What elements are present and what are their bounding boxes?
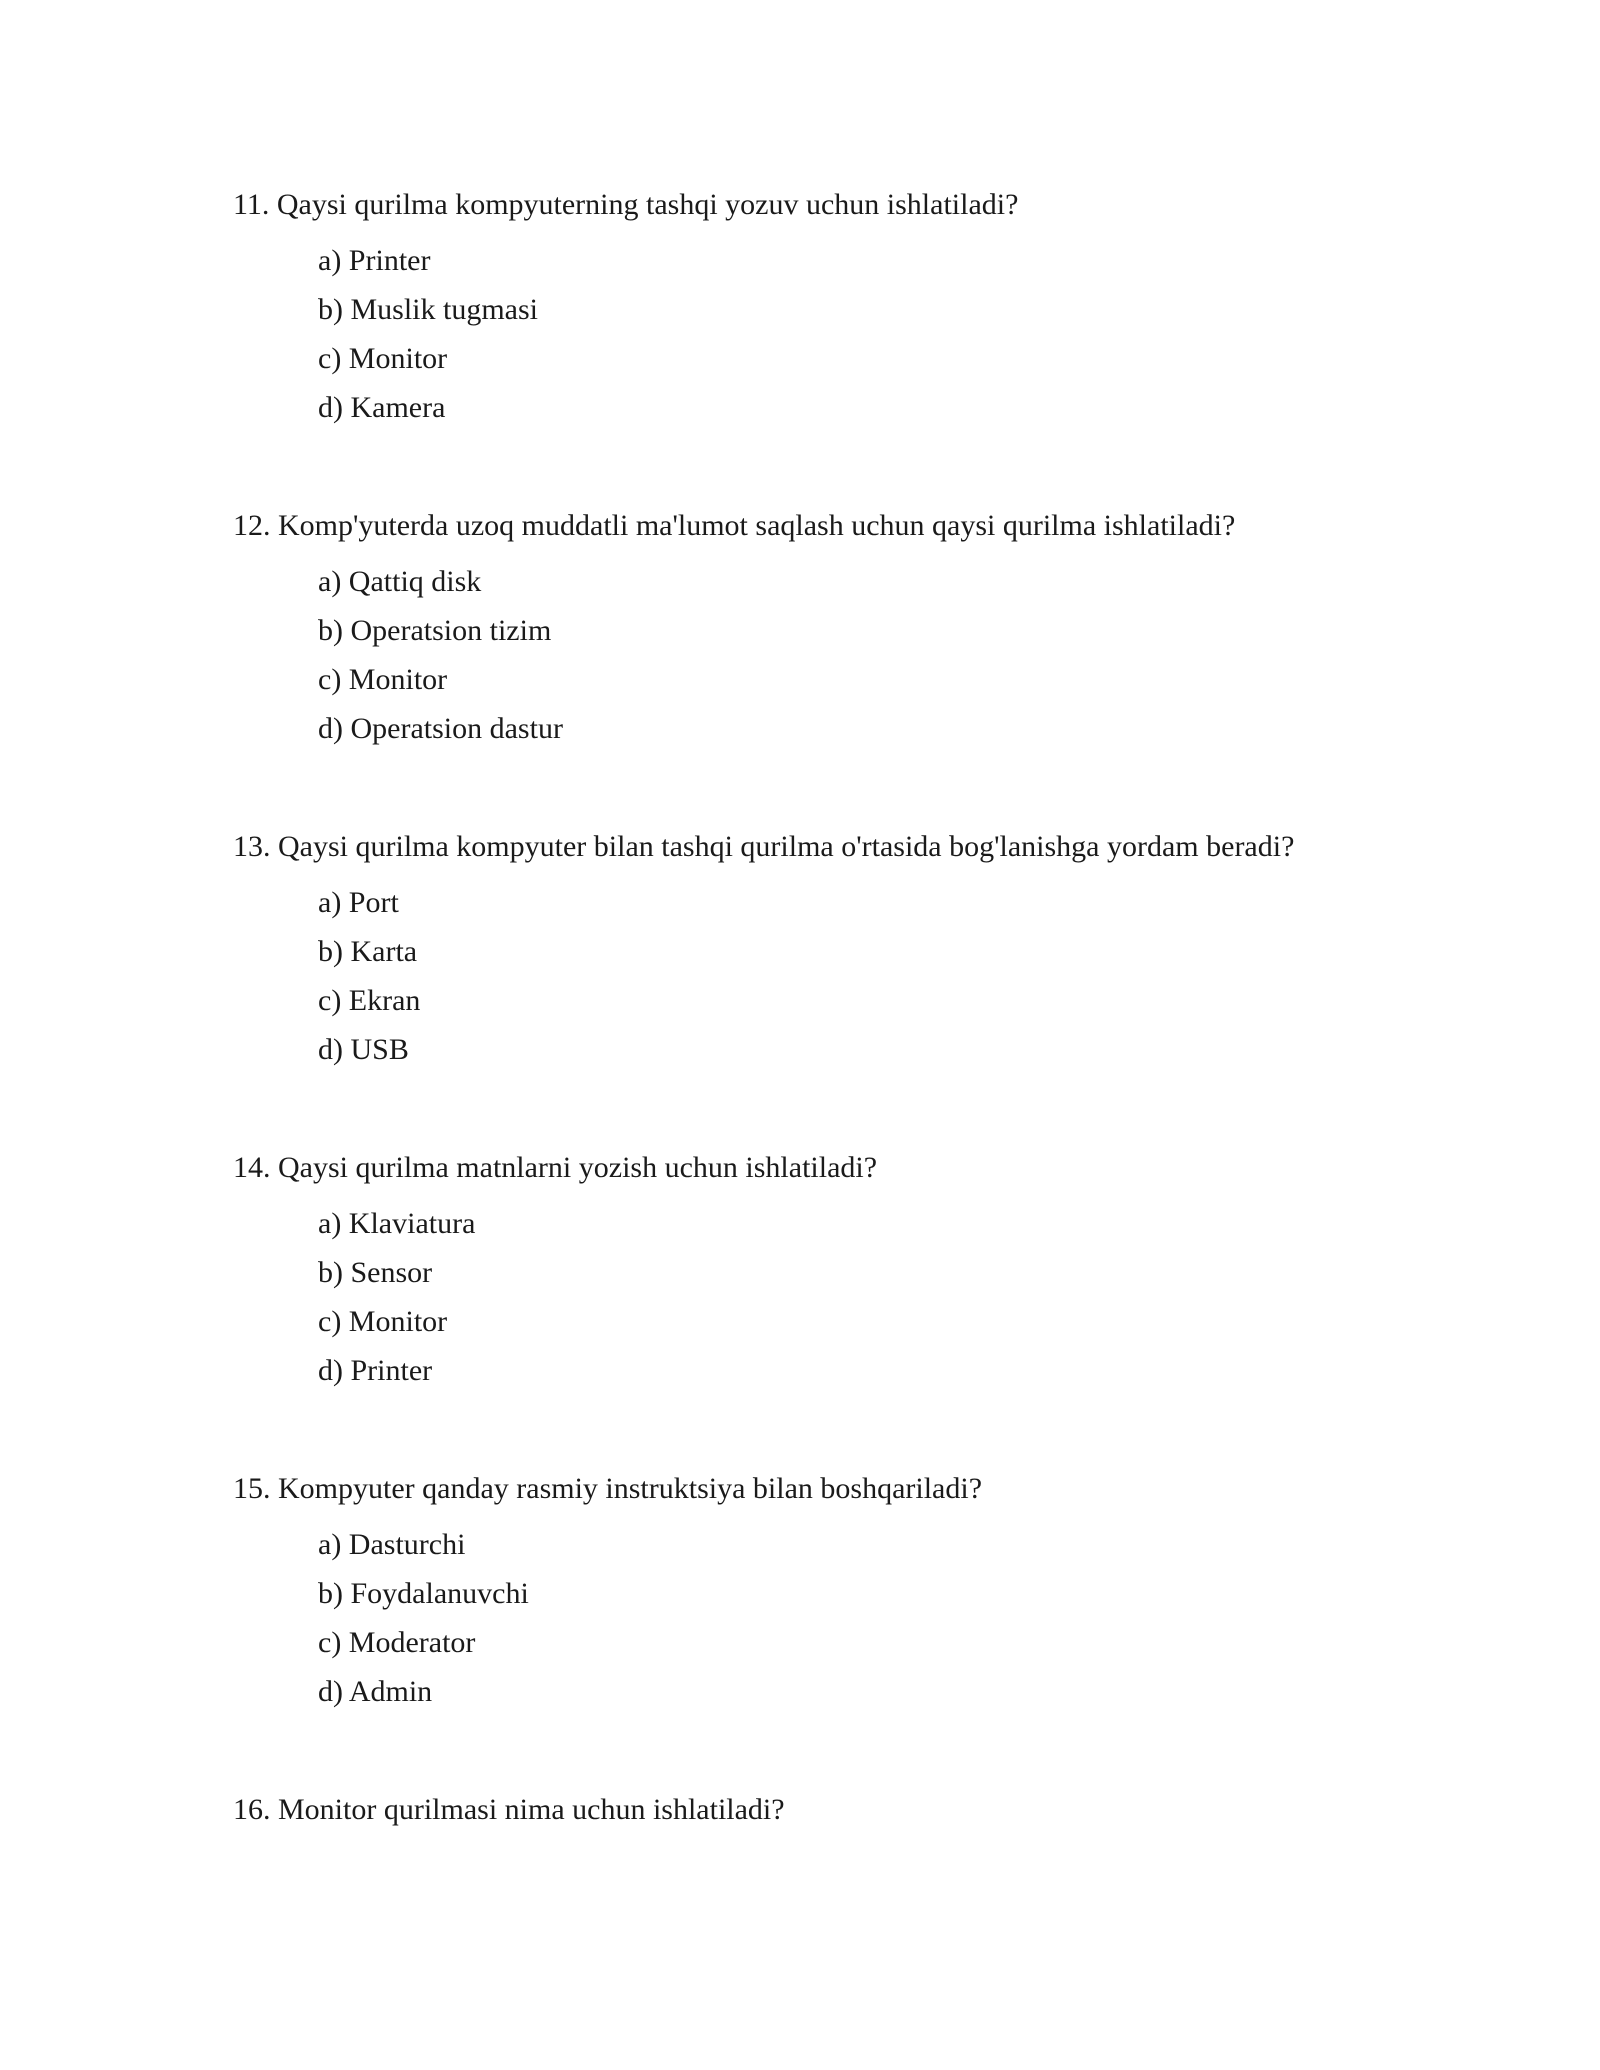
question-14 xyxy=(233,1150,1433,1402)
question-text: 14. Qaysi qurilma matnlarni yozish uchun ishlatiladi? xyxy=(233,1151,878,1184)
question-16 xyxy=(233,1792,1433,1828)
question-13 xyxy=(233,829,1433,1081)
option-list xyxy=(318,243,1433,439)
question-15 xyxy=(233,1471,1433,1723)
option-a: a) Port xyxy=(318,886,399,919)
option-c: c) Monitor xyxy=(318,1305,448,1338)
option-d: d) Printer xyxy=(318,1354,433,1387)
option-b: b) Muslik tugmasi xyxy=(318,293,539,326)
option-c: c) Monitor xyxy=(318,663,448,696)
option-b: b) Sensor xyxy=(318,1256,433,1289)
option-a: a) Dasturchi xyxy=(318,1528,466,1561)
option-c: c) Ekran xyxy=(318,984,421,1017)
question-text: 16. Monitor qurilmasi nima uchun ishlatiladi? xyxy=(233,1793,785,1826)
option-list xyxy=(318,1527,1433,1723)
option-a: a) Qattiq disk xyxy=(318,565,482,598)
option-a: a) Klaviatura xyxy=(318,1207,476,1240)
option-b: b) Foydalanuvchi xyxy=(318,1577,529,1610)
question-text: 12. Komp'yuterda uzoq muddatli ma'lumot saqlash uchun qaysi qurilma ishlatiladi? xyxy=(233,509,1236,542)
option-c: c) Moderator xyxy=(318,1626,476,1659)
option-list xyxy=(318,1206,1433,1402)
option-d: d) USB xyxy=(318,1033,409,1066)
question-12 xyxy=(233,508,1433,760)
question-text: 13. Qaysi qurilma kompyuter bilan tashqi qurilma o'rtasida bog'lanishga yordam beradi? xyxy=(233,830,1295,863)
question-text: 15. Kompyuter qanday rasmiy instruktsiya bilan boshqariladi? xyxy=(233,1472,983,1505)
option-d: d) Operatsion dastur xyxy=(318,712,563,745)
question-text: 11. Qaysi qurilma kompyuterning tashqi yozuv uchun ishlatiladi? xyxy=(233,188,1019,221)
option-d: d) Admin xyxy=(318,1675,433,1708)
question-11 xyxy=(233,187,1433,439)
option-c: c) Monitor xyxy=(318,342,448,375)
option-b: b) Karta xyxy=(318,935,418,968)
option-d: d) Kamera xyxy=(318,391,446,424)
option-list xyxy=(318,564,1433,760)
option-b: b) Operatsion tizim xyxy=(318,614,552,647)
option-a: a) Printer xyxy=(318,244,431,277)
option-list xyxy=(318,885,1433,1081)
